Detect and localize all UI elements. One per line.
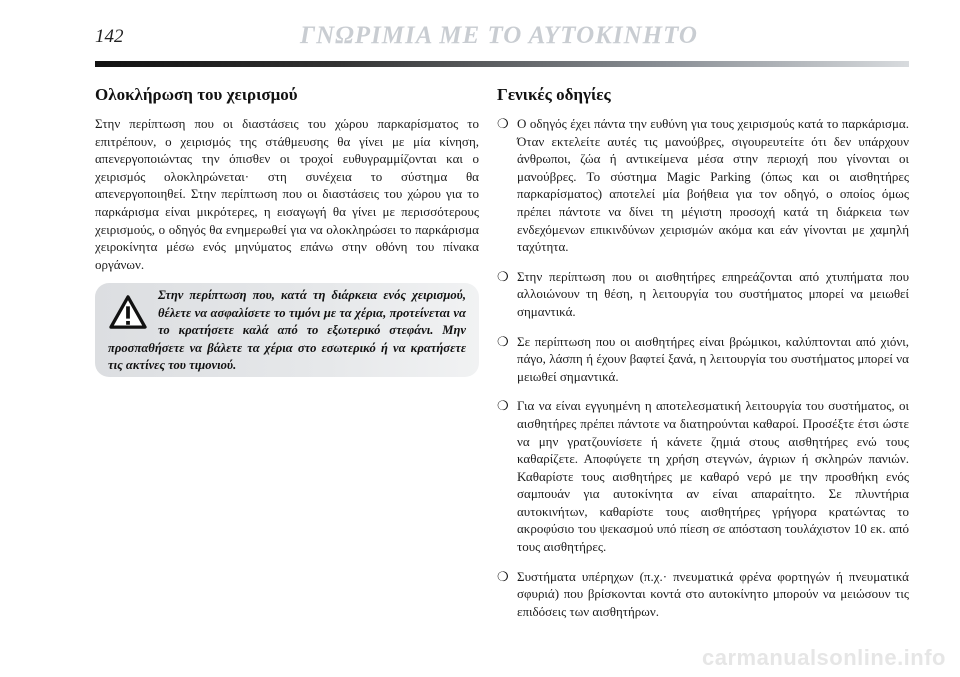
- running-header-title: ΓΝΩΡΙΜΙΑ ΜΕ ΤΟ ΑΥΤΟΚΙΝΗΤΟ: [300, 22, 698, 49]
- right-column: [497, 85, 909, 632]
- watermark: carmanualsonline.info: [702, 645, 946, 670]
- list-item: [497, 115, 909, 256]
- list-item-text: Σε περίπτωση που οι αισθητήρες είναι βρώμικοι, καλύπτονται από χιόνι, πάγο, λάσπη ή έχουν βαφτεί ξανά, η λειτουργία του συστήματος μπορεί να μειωθεί σημαντικά.: [517, 333, 909, 384]
- page-number: 142: [95, 26, 124, 47]
- warning-text: Στην περίπτωση που, κατά τη διάρκεια ενός χειρισμού, θέλετε να ασφαλίσετε το τιμόνι με τα χέρια, προτείνεται να το κρατήσετε καλά από το εξωτερικό στεφάνι. Μην προσπαθήσετε να βάλετε τα χέρια στο εσωτερικό ή να κρατήσετε τις ακτίνες του τιμονιού.: [108, 288, 466, 373]
- left-column: [95, 85, 479, 273]
- list-item: [497, 568, 909, 621]
- header-rule: [95, 61, 909, 67]
- bullet-circle-icon: ❍: [497, 398, 509, 414]
- list-item-text: Στην περίπτωση που οι αισθητήρες επηρεάζονται από χτυπήματα που αλλοιώνουν τη θέση, η λειτουργία του συστήματος μπορεί να μειωθεί σημαντικά.: [517, 268, 909, 319]
- list-item: [497, 333, 909, 386]
- list-item-text: Για να είναι εγγυημένη η αποτελεσματική λειτουργία του συστήματος, οι αισθητήρες πρέπει πάντοτε να διατηρούνται καθαροί. Προσέξτε έτσι ώστε να μην γρατζουνίσετε ή κάνετε ζημιά στους αισθητήρες ενώ τους καθαρίζετε. Αποφύγετε τη χρήση στεγνών, άγριων ή σκληρών πανιών. Καθαρίστε τους αισθητήρες με καθαρό νερό με την προσθήκη ενός σαμπουάν για αυτοκίνητα αν είναι απαραίτητο. Σε πλυντήρια αυτοκινήτων, καθαρίστε τους αισθητήρες γρήγορα κρατώντας το ακροφύσιο του ψεκασμού υπό πίεση σε απόσταση τουλάχιστον 10 εκ. από τους αισθητήρες.: [517, 398, 909, 555]
- section-heading-general: Γενικές οδηγίες: [497, 85, 611, 104]
- bullet-circle-icon: ❍: [497, 568, 509, 584]
- bullet-circle-icon: ❍: [497, 268, 509, 284]
- bullet-circle-icon: ❍: [497, 333, 509, 349]
- bullet-circle-icon: ❍: [497, 116, 509, 131]
- section-heading-completion: Ολοκλήρωση του χειρισμού: [95, 85, 298, 104]
- warning-box: [95, 283, 479, 377]
- completion-paragraph: Στην περίπτωση που οι διαστάσεις του χώρου παρκαρίσματος το επιτρέπουν, ο χειρισμός της στάθμευσης θα γίνει με μία κίνηση, απενεργοποιώντας την όπισθεν οι τροχοί ευθυγραμμίζονται και ο χειρισμός ολοκληρώνεται· στη συνέχεια το σύστημα θα απενεργοποιηθεί. Στην περίπτωση που οι διαστάσεις του χώρου για το παρκάρισμα είναι μικρότερες, η εισαγωγή θα γίνει με περισσότερους χειρισμούς, ο οδηγός θα ενημερωθεί για να ολοκληρώσει το παρκάρισμα χειροκίνητα μέσω ενός μηνύματος επάνω στην οθόνη του πίνακα οργάνων.: [95, 116, 479, 272]
- list-item-text: Ο οδηγός έχει πάντα την ευθύνη για τους χειρισμούς κατά το παρκάρισμα. Όταν εκτελείτε αυτές τις μανούβρες, σιγουρευτείτε ότι δεν υπάρχουν άνθρωποι, ζώα ή αντικείμενα μέσα στην περιοχή που γίνονται οι μανούβρες. Το σύστημα Magic Parking (όπως και οι αισθητήρες παρκαρίσματος) αποτελεί μία βοήθεια για τον οδηγό, ο οποίος όμως πρέπει πάντοτε να δίνει τη μέγιστη προσοχή κατά τη διάρκεια των ενδεχόμενων επικινδύνων χειρισμών ακόμα και εάν γίνονται με χαμηλή ταχύτητα.: [517, 116, 909, 255]
- list-item: [497, 268, 909, 321]
- list-item: [497, 397, 909, 555]
- list-item-text: Συστήματα υπέρηχων (π.χ.· πνευματικά φρένα φορτηγών ή πνευματικά σφυριά) που βρίσκονται κοντά στο αυτοκίνητο μπορούν να μειώσουν τις επιδόσεις των αισθητήρων.: [517, 568, 909, 619]
